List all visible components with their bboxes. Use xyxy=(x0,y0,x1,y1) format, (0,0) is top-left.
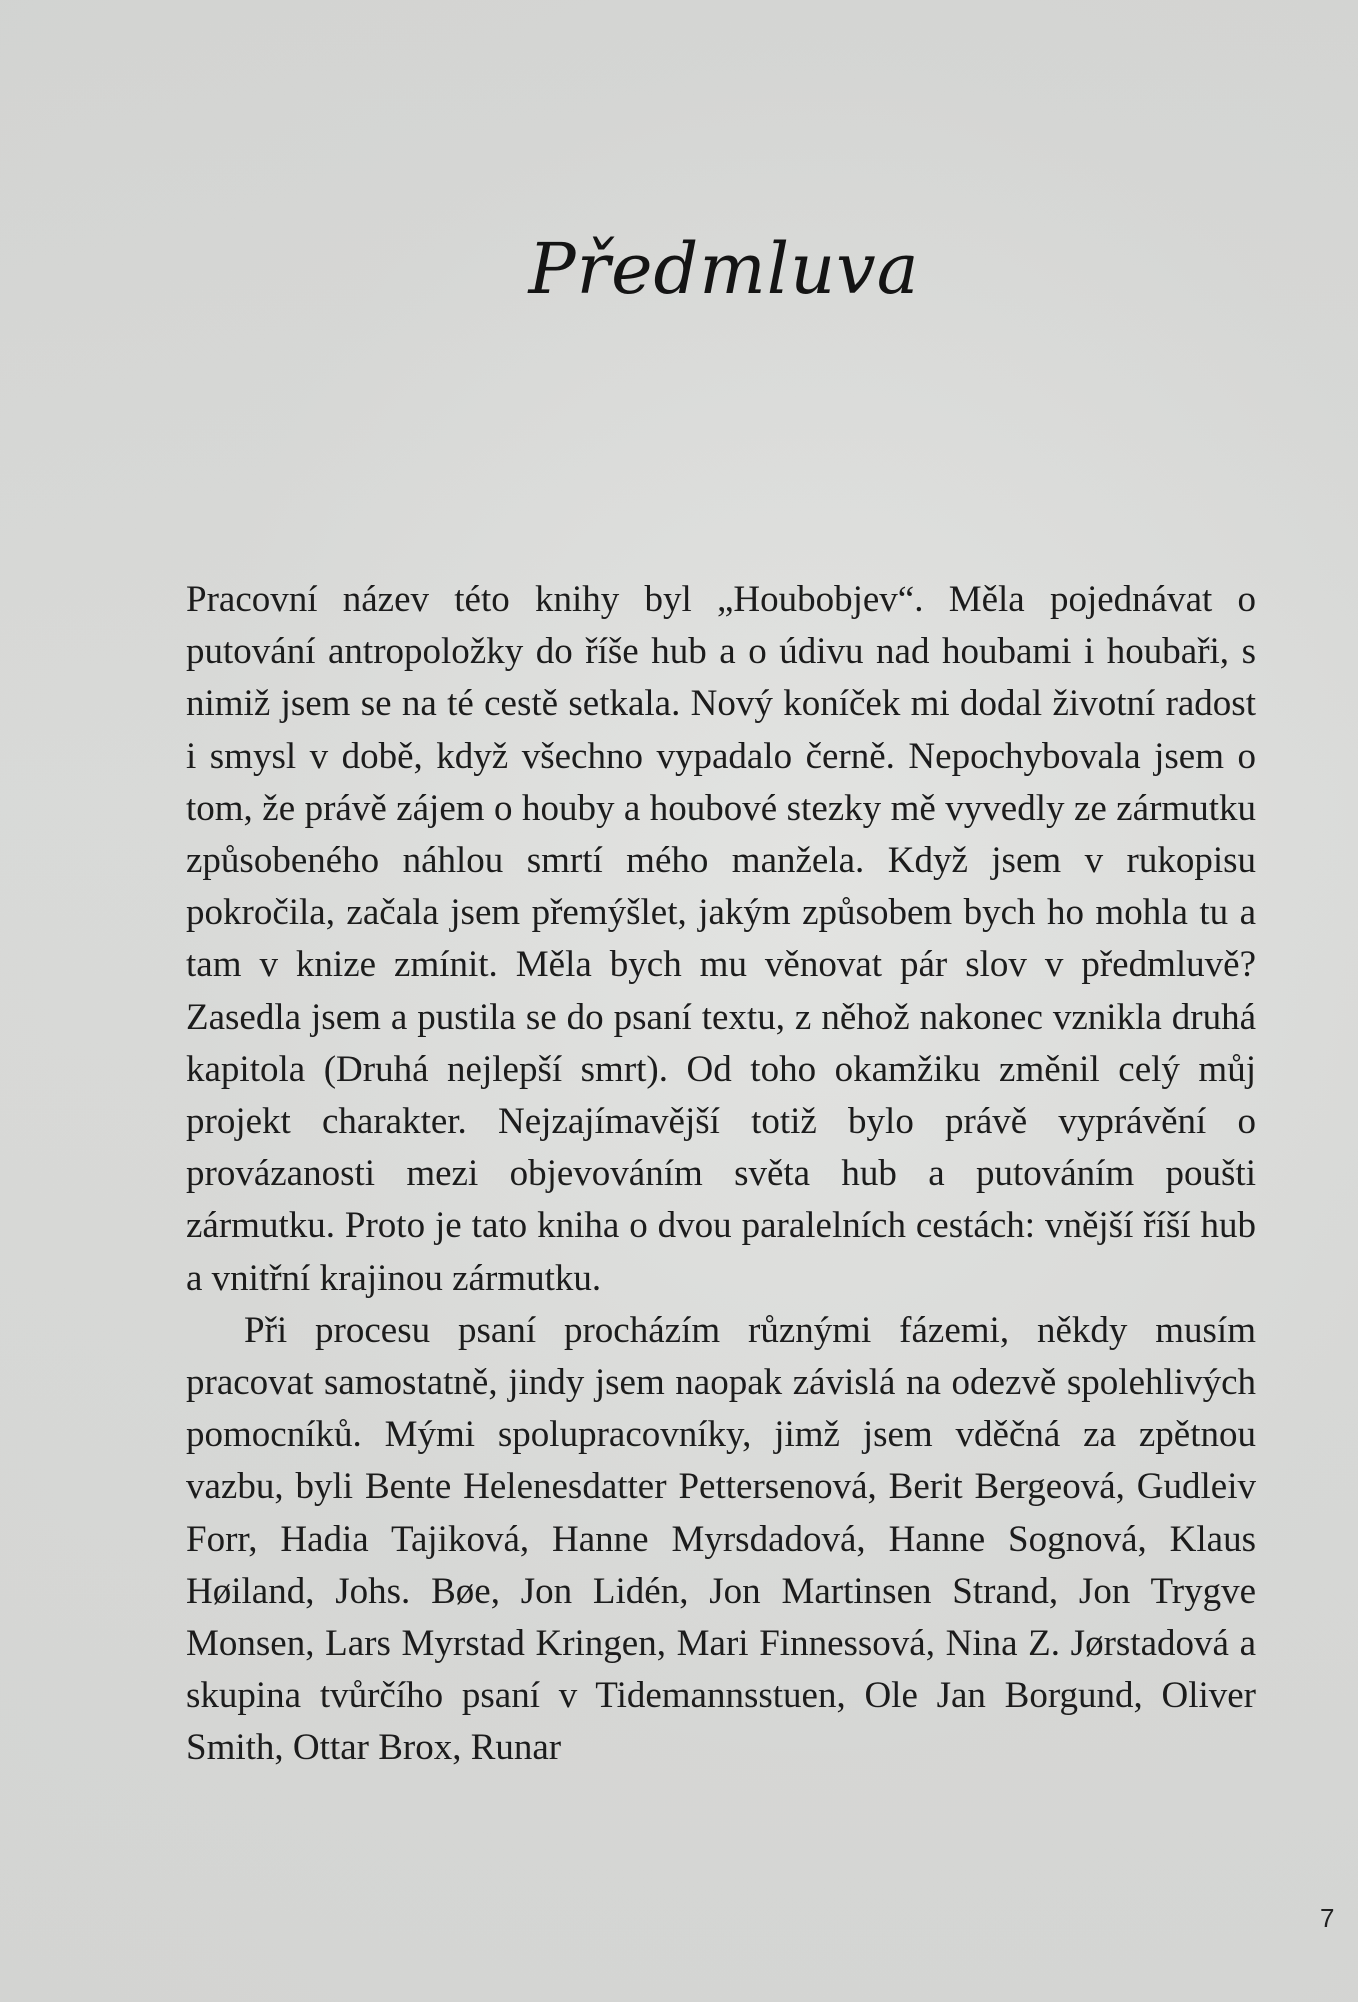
body-text xyxy=(186,574,1256,1775)
paragraph-2: Při procesu psaní procházím různými fázemi, někdy musím pracovat samostatně, jindy jsem naopak závislá na odezvě spolehlivých pomocníků. Mými spolupracovníky, jimž jsem vděčná za zpětnou vazbu, byli Bente Helenesdatter Pettersenová, Berit Bergeová, Gudleiv Forr, Hadia Tajiková, Hanne Myrsdadová, Hanne Sognová, Klaus Høiland, Johs. Bøe, Jon Lidén, Jon Martinsen Strand, Jon Trygve Monsen, Lars Myrstad Kringen, Mari Finnessová, Nina Z. Jørstadová a skupina tvůrčího psaní v Tidemannsstuen, Ole Jan Borgund, Oliver Smith, Ottar Brox, Runar xyxy=(186,1309,1256,1769)
paragraph-1: Pracovní název této knihy byl „Houbobjev“. Měla pojednávat o putování antropoložky do říše hub a o údivu nad houbami i houbaři, s nimiž jsem se na té cestě setkala. Nový koníček mi dodal životní radost i smysl v době, když všechno vypadalo černě. Nepochybovala jsem o tom, že právě zájem o houby a houbové stezky mě vyvedly ze zármutku způsobeného náhlou smrtí mého manžela. Když jsem v rukopisu pokročila, začala jsem přemýšlet, jakým způsobem bych ho mohla tu a tam v knize zmínit. Měla bych mu věnovat pár slov v předmluvě? Zasedla jsem a pustila se do psaní textu, z něhož nakonec vznikla druhá kapitola (Druhá nejlepší smrt). Od toho okamžiku změnil celý můj projekt charakter. Nejzajímavější totiž bylo právě vyprávění o provázanosti mezi objevováním světa hub a putováním poušti zármutku. Proto je tato kniha o dvou paralelních cestách: vnější říší hub a vnitřní krajinou zármutku. xyxy=(186,579,1256,1299)
page-number: 7 xyxy=(1320,1903,1335,1933)
chapter-title: Předmluva xyxy=(528,228,920,310)
